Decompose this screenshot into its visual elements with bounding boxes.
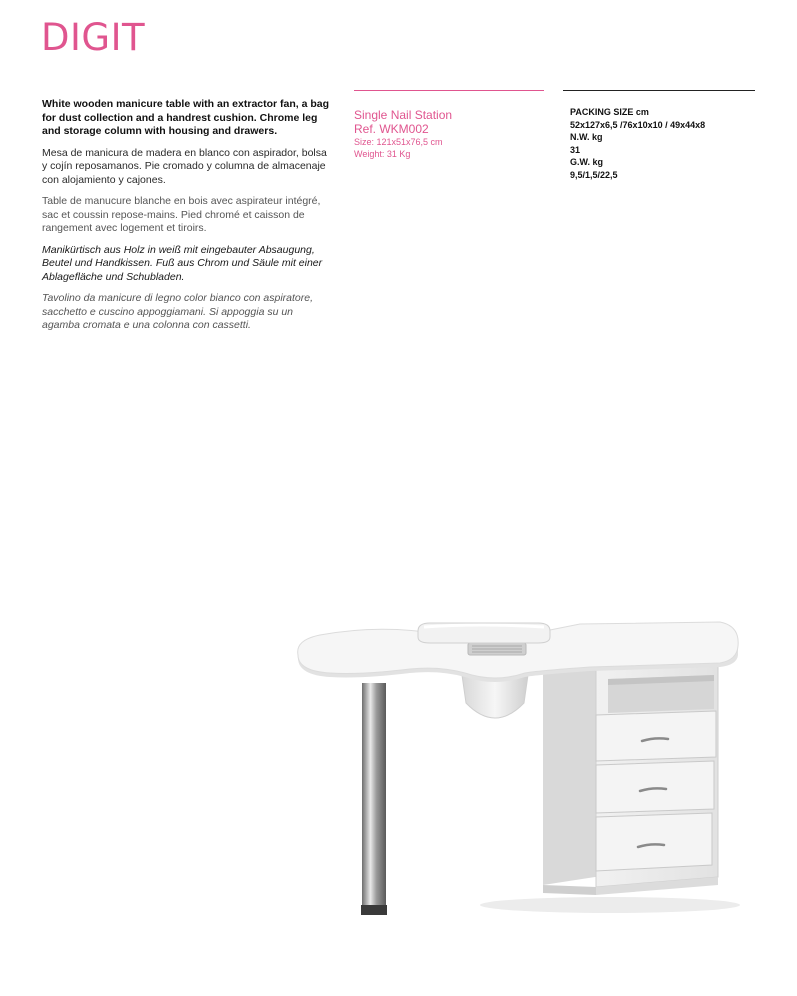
product-name: Single Nail Station (354, 108, 453, 122)
packing-gw-value: 9,5/1,5/22,5 (570, 169, 618, 180)
description-german: Manikürtisch aus Holz in weiß mit eingebauter Absaugung, Beutel und Handkissen. Fuß aus Chrom und Säule mit einer Ablagefläche und Schubladen. (42, 243, 323, 283)
product-weight: Weight: 31 Kg (354, 149, 411, 159)
description-english: White wooden manicure table with an extractor fan, a bag for dust collection and a handrest cushion. Chrome leg and storage column with housing and drawers. (42, 98, 330, 137)
description-italian: Tavolino da manicure di legno color bianco con aspiratore, sacchetto e cuscino appoggiamani. Si appoggia su un agamba cromata e una colonna con cassetti. (42, 292, 314, 331)
packing-nw-label: N.W. kg (570, 132, 603, 142)
product-info (354, 108, 554, 160)
packing-divider (563, 90, 755, 91)
packing-gw-label: G.W. kg (570, 157, 604, 167)
manicure-table-photo (290, 615, 750, 925)
product-size: Size: 121x51x76,5 cm (354, 137, 443, 147)
brand-title: DIGIT (41, 16, 146, 59)
product-ref: Ref. WKM002 (354, 122, 429, 136)
packing-size-value: 52x127x6,5 /76x10x10 / 49x44x8 (570, 119, 706, 130)
description-spanish: Mesa de manicura de madera en blanco con aspirador, bolsa y cojín reposamanos. Pie cromado y columna de almacenaje con alojamiento y cajones. (42, 146, 327, 186)
description-french: Table de manucure blanche en bois avec aspirateur intégré, sac et coussin repose-mains. Pied chromé et caisson de rangement avec logement et tiroirs. (42, 195, 321, 234)
packing-info (570, 106, 760, 181)
packing-size-label: PACKING SIZE cm (570, 107, 649, 117)
description-block (42, 98, 332, 341)
product-divider (354, 90, 544, 91)
packing-nw-value: 31 (570, 144, 581, 155)
